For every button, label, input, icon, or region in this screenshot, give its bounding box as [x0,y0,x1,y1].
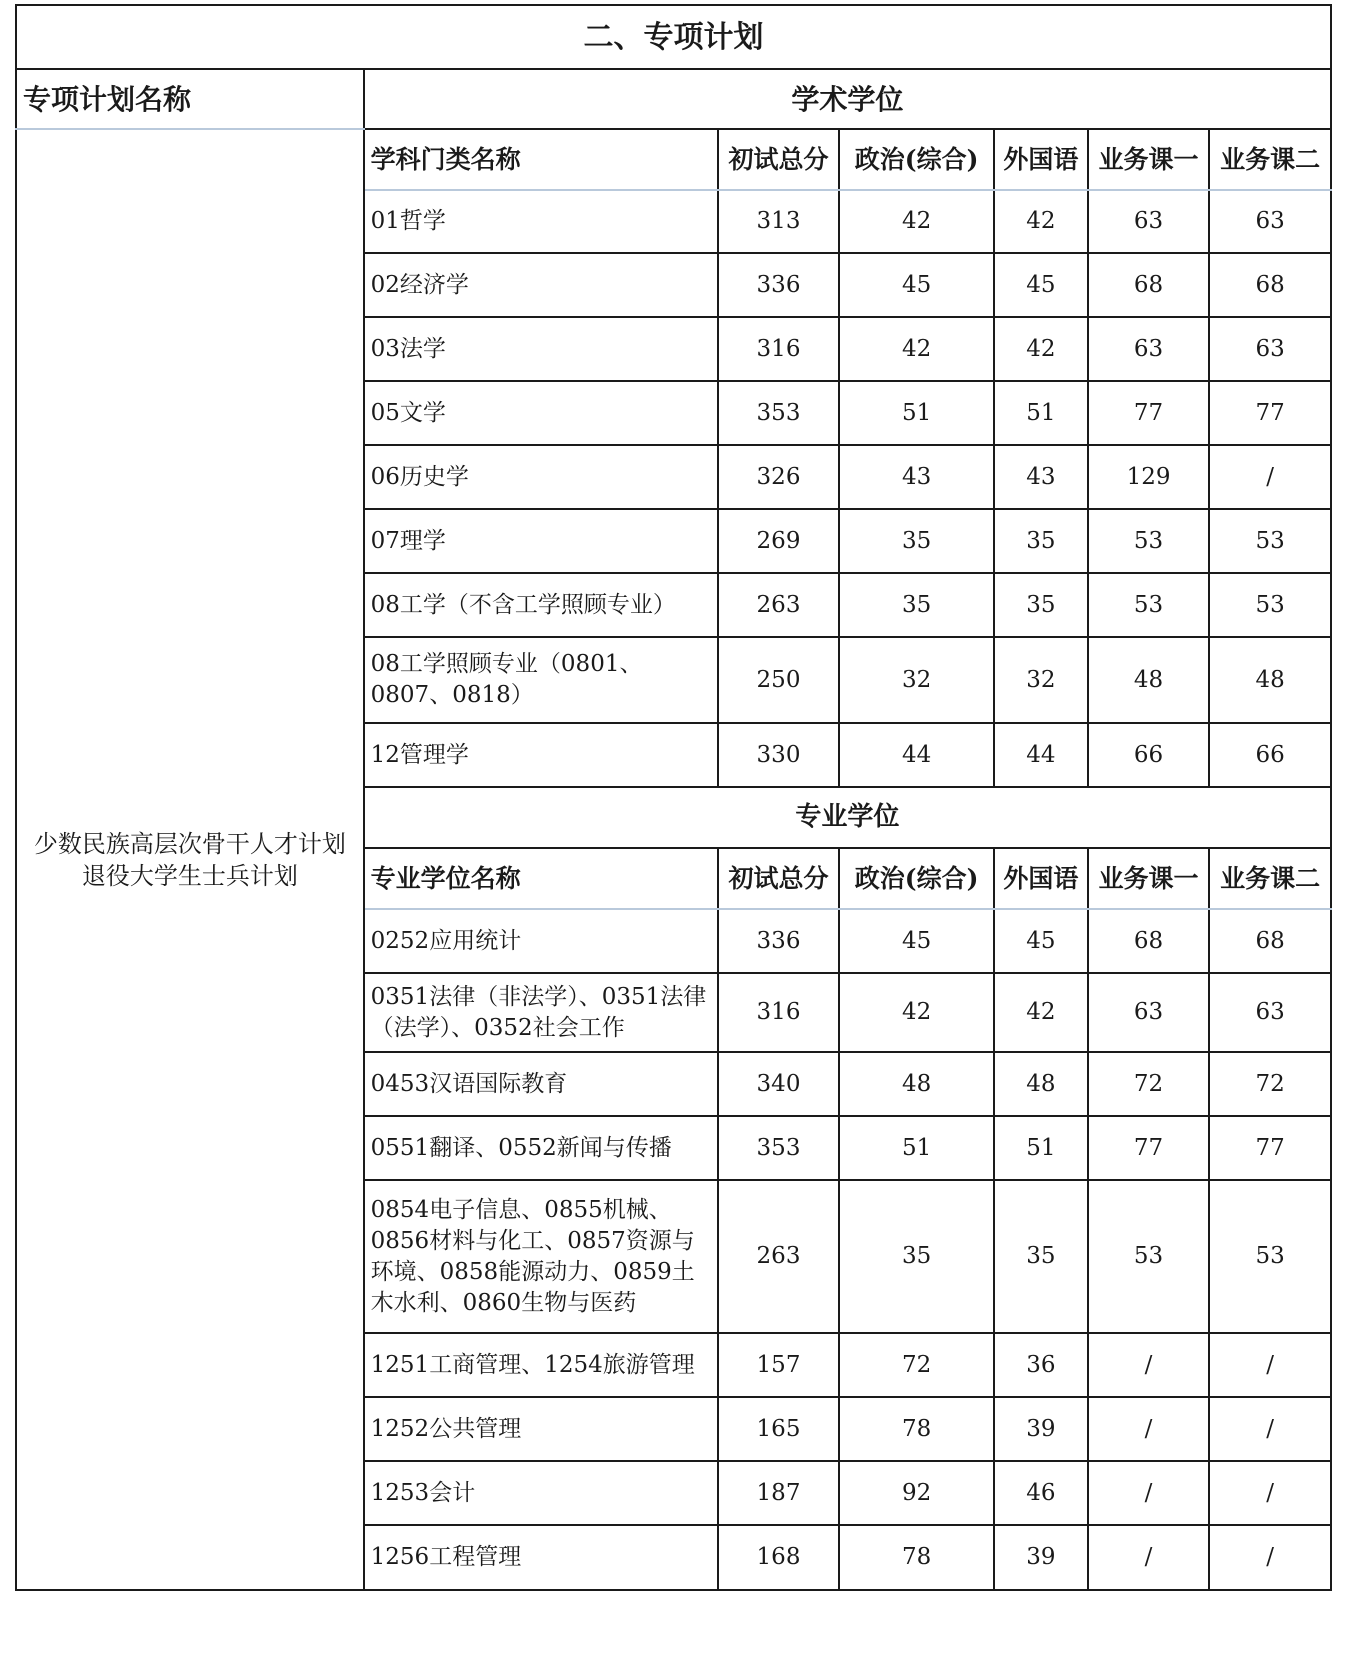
academic-row-politics: 44 [839,723,994,787]
professional-row-name: 1256工程管理 [364,1525,718,1590]
academic-row-course2: 68 [1209,253,1331,317]
academic-row-foreign: 45 [994,253,1088,317]
academic-row-course1: 63 [1088,317,1210,381]
academic-row-politics: 35 [839,509,994,573]
professional-row-politics: 78 [839,1397,994,1461]
academic-row-course2: 63 [1209,190,1331,253]
professional-column-header: 业务课二 [1209,848,1331,909]
academic-row-course1: 48 [1088,637,1210,723]
professional-row-course2: / [1209,1525,1331,1590]
academic-row-foreign: 35 [994,509,1088,573]
academic-row-name: 07理学 [364,509,718,573]
professional-row-politics: 51 [839,1116,994,1180]
academic-row-course2: / [1209,445,1331,509]
section-title: 二、专项计划 [16,5,1331,69]
professional-row-total: 336 [718,909,840,973]
professional-row-course1: / [1088,1397,1210,1461]
professional-row-course2: / [1209,1397,1331,1461]
academic-row-course1: 129 [1088,445,1210,509]
professional-column-header: 业务课一 [1088,848,1210,909]
professional-row-name: 1253会计 [364,1461,718,1525]
academic-column-header: 政治(综合) [839,129,994,190]
professional-row-total: 165 [718,1397,840,1461]
academic-row-foreign: 42 [994,317,1088,381]
academic-row-total: 263 [718,573,840,637]
plan-name: 少数民族高层次骨干人才计划 [33,829,346,858]
score-table [15,4,1332,1591]
professional-row-politics: 72 [839,1333,994,1397]
academic-row-course2: 77 [1209,381,1331,445]
academic-row-course1: 53 [1088,509,1210,573]
professional-row-foreign: 36 [994,1333,1088,1397]
academic-row-course2: 53 [1209,573,1331,637]
professional-row-name: 1252公共管理 [364,1397,718,1461]
academic-row-total: 313 [718,190,840,253]
professional-row-name: 0551翻译、0552新闻与传播 [364,1116,718,1180]
professional-row-course2: 53 [1209,1180,1331,1333]
academic-row-course1: 63 [1088,190,1210,253]
professional-row-foreign: 39 [994,1525,1088,1590]
academic-row-name: 06历史学 [364,445,718,509]
professional-row-course1: 53 [1088,1180,1210,1333]
professional-row-course2: 77 [1209,1116,1331,1180]
academic-degree-header: 学术学位 [364,69,1331,129]
professional-row-name: 0252应用统计 [364,909,718,973]
plan-name: 退役大学生士兵计划 [81,861,298,890]
academic-row-name: 08工学（不含工学照顾专业） [364,573,718,637]
professional-column-header: 外国语 [994,848,1088,909]
academic-row-course2: 53 [1209,509,1331,573]
academic-row-course2: 66 [1209,723,1331,787]
professional-row-course2: / [1209,1461,1331,1525]
professional-degree-header: 专业学位 [364,787,1331,848]
professional-row-course1: 77 [1088,1116,1210,1180]
academic-row-name: 12管理学 [364,723,718,787]
professional-column-header: 初试总分 [718,848,840,909]
academic-columns-row [16,129,1331,190]
professional-row-course1: 68 [1088,909,1210,973]
professional-row-foreign: 45 [994,909,1088,973]
academic-row-course1: 77 [1088,381,1210,445]
professional-row-foreign: 48 [994,1052,1088,1116]
professional-row-foreign: 39 [994,1397,1088,1461]
academic-row-course2: 48 [1209,637,1331,723]
academic-row-course1: 68 [1088,253,1210,317]
professional-row-politics: 42 [839,973,994,1052]
professional-row-course1: / [1088,1461,1210,1525]
professional-column-header: 政治(综合) [839,848,994,909]
plan-column-header: 专项计划名称 [16,69,364,129]
professional-row-name: 0453汉语国际教育 [364,1052,718,1116]
professional-row-total: 157 [718,1333,840,1397]
academic-row-total: 250 [718,637,840,723]
professional-row-total: 263 [718,1180,840,1333]
academic-row-politics: 42 [839,190,994,253]
professional-row-foreign: 46 [994,1461,1088,1525]
academic-row-politics: 32 [839,637,994,723]
professional-row-course2: 68 [1209,909,1331,973]
academic-column-header: 业务课二 [1209,129,1331,190]
professional-row-name: 0854电子信息、0855机械、0856材料与化工、0857资源与环境、0858能源动力、0859土木水利、0860生物与医药 [364,1180,718,1333]
professional-row-politics: 48 [839,1052,994,1116]
professional-row-name: 1251工商管理、1254旅游管理 [364,1333,718,1397]
academic-row-politics: 42 [839,317,994,381]
professional-row-foreign: 51 [994,1116,1088,1180]
professional-row-total: 340 [718,1052,840,1116]
professional-row-foreign: 42 [994,973,1088,1052]
academic-row-course2: 63 [1209,317,1331,381]
academic-column-header: 业务课一 [1088,129,1210,190]
academic-row-foreign: 35 [994,573,1088,637]
academic-row-total: 326 [718,445,840,509]
professional-row-total: 168 [718,1525,840,1590]
professional-row-politics: 35 [839,1180,994,1333]
academic-row-course1: 53 [1088,573,1210,637]
academic-row-total: 269 [718,509,840,573]
academic-row-politics: 43 [839,445,994,509]
academic-row-course1: 66 [1088,723,1210,787]
academic-row-name: 03法学 [364,317,718,381]
academic-column-header: 外国语 [994,129,1088,190]
professional-row-politics: 92 [839,1461,994,1525]
academic-row-total: 353 [718,381,840,445]
academic-row-foreign: 51 [994,381,1088,445]
academic-column-header: 初试总分 [718,129,840,190]
plan-header-row [16,69,1331,129]
professional-row-course2: 63 [1209,973,1331,1052]
professional-row-course1: / [1088,1333,1210,1397]
professional-row-course1: / [1088,1525,1210,1590]
professional-row-name: 0351法律（非法学）、0351法律（法学）、0352社会工作 [364,973,718,1052]
professional-row-total: 316 [718,973,840,1052]
academic-row-name: 02经济学 [364,253,718,317]
professional-row-total: 187 [718,1461,840,1525]
academic-row-total: 330 [718,723,840,787]
academic-row-total: 316 [718,317,840,381]
academic-row-foreign: 43 [994,445,1088,509]
professional-row-course1: 63 [1088,973,1210,1052]
academic-row-foreign: 42 [994,190,1088,253]
professional-column-header: 专业学位名称 [364,848,718,909]
academic-row-foreign: 44 [994,723,1088,787]
academic-row-politics: 35 [839,573,994,637]
professional-row-politics: 78 [839,1525,994,1590]
plan-name-cell [16,129,364,1590]
professional-row-foreign: 35 [994,1180,1088,1333]
professional-row-course2: / [1209,1333,1331,1397]
professional-row-total: 353 [718,1116,840,1180]
academic-row-name: 01哲学 [364,190,718,253]
academic-row-foreign: 32 [994,637,1088,723]
professional-row-course2: 72 [1209,1052,1331,1116]
academic-row-politics: 51 [839,381,994,445]
academic-row-name: 05文学 [364,381,718,445]
section-title-row [16,5,1331,69]
academic-row-total: 336 [718,253,840,317]
professional-row-course1: 72 [1088,1052,1210,1116]
academic-row-name: 08工学照顾专业（0801、0807、0818） [364,637,718,723]
academic-row-politics: 45 [839,253,994,317]
professional-row-politics: 45 [839,909,994,973]
academic-column-header: 学科门类名称 [364,129,718,190]
